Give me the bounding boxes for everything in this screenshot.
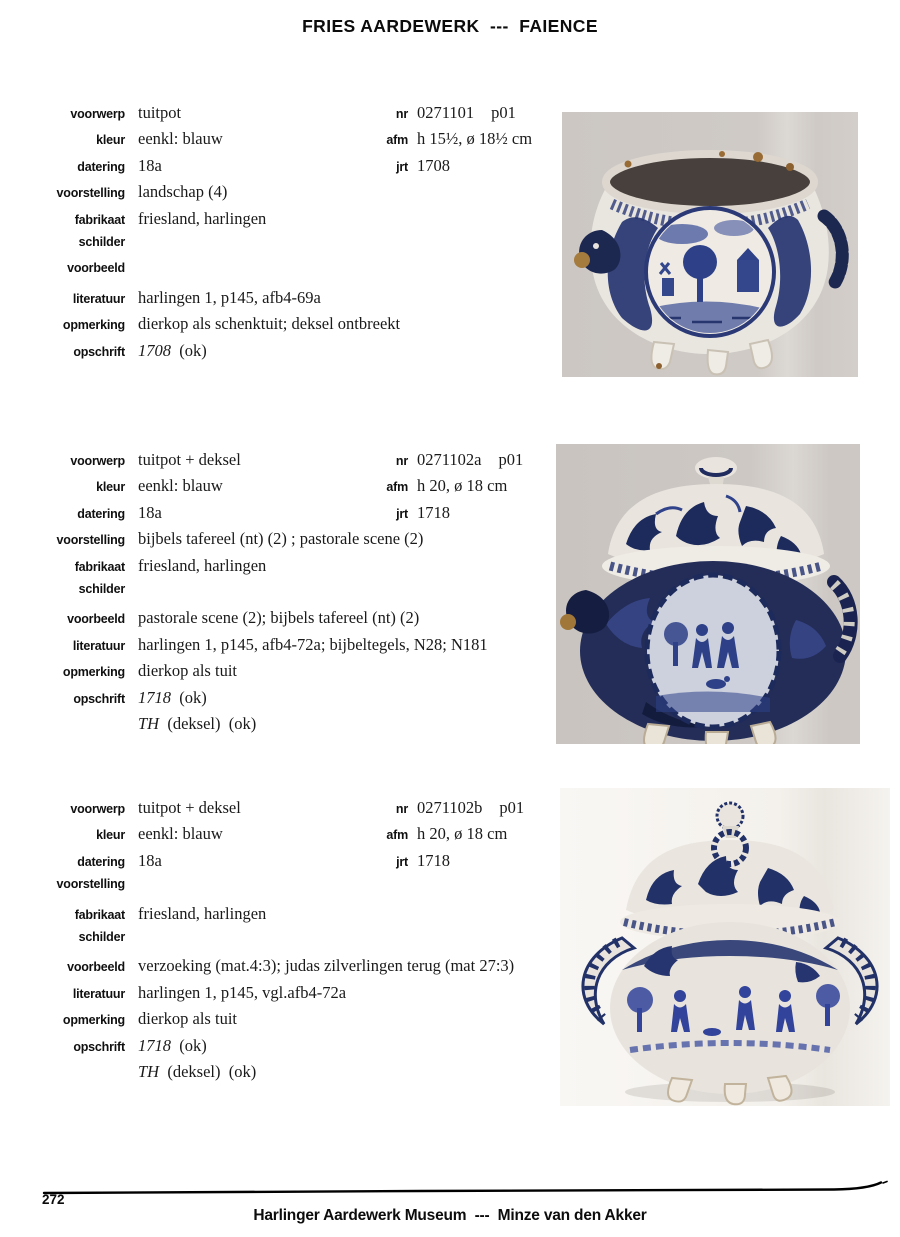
page-title: FRIES AARDEWERK --- FAIENCE	[302, 16, 598, 36]
field-row	[40, 341, 640, 367]
field-row	[40, 877, 640, 903]
field-value-opschrift	[138, 1036, 207, 1056]
field-value-opschrift-2	[138, 1062, 256, 1082]
footer-museum-line: Harlinger Aardewerk Museum --- Minze van den Akker	[253, 1207, 647, 1224]
meta-value-jrt: 1708	[417, 155, 450, 175]
meta-value-jrt: 1718	[417, 850, 450, 870]
field-label-datering: datering	[77, 854, 125, 869]
meta-value-nr	[417, 798, 524, 818]
meta-value-nr	[417, 450, 523, 470]
inventory-number: 0271102b	[417, 798, 483, 817]
field-row	[40, 956, 640, 982]
pot-illustration	[562, 112, 858, 377]
meta-label-jrt: jrt	[396, 159, 408, 174]
field-label-opschrift: opschrift	[73, 1039, 125, 1054]
meta-value-afm: h 20, ø 18 cm	[417, 824, 508, 844]
inventory-number: 0271102a	[417, 450, 482, 469]
field-label-voorwerp: voorwerp	[70, 802, 125, 816]
field-value-voorbeeld: pastorale scene (2); bijbels tafereel (nt) (2)	[138, 608, 420, 628]
field-row	[40, 288, 640, 314]
field-value-opschrift-2	[138, 714, 256, 734]
field-value-fabrikaat: friesland, harlingen	[138, 903, 267, 923]
field-label-opschrift: opschrift	[73, 344, 125, 359]
object-photo-tuitpot-0271102b	[560, 788, 890, 1106]
meta-label-jrt: jrt	[396, 506, 408, 521]
meta-label-nr: nr	[395, 802, 408, 816]
field-row	[40, 582, 640, 608]
field-value-fabrikaat: friesland, harlingen	[138, 208, 267, 228]
field-row	[40, 1009, 640, 1035]
field-value-datering: 18a	[138, 155, 162, 175]
opschrift-inscription: 1718	[138, 1035, 171, 1055]
object-photo-tuitpot-0271101	[562, 112, 858, 377]
photo-code: p01	[491, 103, 516, 122]
page-number: 272	[42, 1192, 65, 1207]
catalog-entry-0271101	[40, 103, 640, 367]
field-value-voorwerp: tuitpot	[138, 103, 182, 122]
field-row	[40, 1036, 640, 1062]
meta-value-nr	[417, 103, 516, 123]
field-row	[40, 556, 640, 582]
field-label-fabrikaat: fabrikaat	[74, 907, 125, 922]
field-label-fabrikaat: fabrikaat	[74, 559, 125, 574]
field-value-opschrift	[138, 688, 207, 708]
field-label-voorbeeld: voorbeeld	[67, 261, 125, 276]
field-row	[40, 235, 640, 261]
field-value-voorwerp: tuitpot + deksel	[138, 798, 241, 817]
field-row	[40, 261, 640, 287]
field-row	[40, 904, 640, 930]
catalog-entry-0271102a	[40, 450, 640, 740]
object-photo-tuitpot-0271102a	[556, 444, 860, 744]
photo-code: p01	[498, 450, 524, 469]
field-label-opmerking: opmerking	[62, 318, 125, 333]
opschrift-inscription: 1708	[138, 340, 171, 360]
field-value-voorstelling: bijbels tafereel (nt) (2) ; pastorale scene (2)	[138, 529, 424, 549]
field-value-datering: 18a	[138, 850, 162, 870]
opschrift-inscription: 1718	[138, 687, 171, 707]
field-label-datering: datering	[77, 159, 125, 174]
field-value-literatuur: harlingen 1, p145, vgl.afb4-72a	[138, 982, 347, 1002]
field-value-datering: 18a	[138, 502, 162, 522]
catalog-entry-0271102b	[40, 798, 640, 1088]
field-label-schilder: schilder	[78, 929, 125, 944]
field-value-kleur: eenkl: blauw	[138, 129, 223, 149]
field-label-literatuur: literatuur	[72, 986, 125, 1001]
field-label-voorstelling: voorstelling	[56, 877, 125, 892]
field-label-voorwerp: voorwerp	[70, 107, 125, 121]
field-value-opmerking: dierkop als tuit	[138, 1009, 237, 1029]
pot-illustration	[556, 444, 860, 744]
field-label-opmerking: opmerking	[62, 1013, 125, 1028]
meta-label-afm: afm	[386, 828, 408, 843]
field-label-opmerking: opmerking	[62, 665, 125, 680]
opschrift-status: (ok)	[171, 1035, 207, 1055]
meta-value-afm: h 15½, ø 18½ cm	[417, 129, 533, 149]
field-label-voorstelling: voorstelling	[56, 533, 125, 548]
field-row	[40, 635, 640, 661]
field-row	[40, 1062, 640, 1088]
field-label-voorbeeld: voorbeeld	[67, 612, 125, 627]
field-row	[40, 209, 640, 235]
field-value-voorbeeld: verzoeking (mat.4:3); judas zilverlingen terug (mat 27:3)	[138, 956, 515, 976]
opschrift-status: (ok)	[171, 340, 207, 360]
field-label-literatuur: literatuur	[72, 291, 125, 306]
inventory-number: 0271101	[417, 103, 475, 122]
field-value-literatuur: harlingen 1, p145, afb4-72a; bijbeltegels, N28; N181	[138, 634, 488, 654]
meta-label-afm: afm	[386, 133, 408, 148]
field-value-voorwerp: tuitpot + deksel	[138, 450, 241, 469]
field-row	[40, 930, 640, 956]
opschrift-status: (deksel) (ok)	[159, 713, 257, 733]
field-label-schilder: schilder	[78, 581, 125, 596]
field-value-opmerking: dierkop als tuit	[138, 661, 237, 681]
field-value-fabrikaat: friesland, harlingen	[138, 555, 267, 575]
field-row	[40, 314, 640, 340]
field-value-kleur: eenkl: blauw	[138, 824, 223, 844]
opschrift-status: (ok)	[171, 687, 207, 707]
opschrift-inscription: TH	[138, 713, 160, 733]
meta-label-afm: afm	[386, 480, 408, 495]
field-label-kleur: kleur	[96, 828, 125, 843]
field-value-opmerking: dierkop als schenktuit; deksel ontbreekt	[138, 314, 401, 334]
opschrift-inscription: TH	[138, 1061, 160, 1081]
field-label-schilder: schilder	[78, 234, 125, 249]
field-row	[40, 688, 640, 714]
field-value-opschrift	[138, 341, 207, 361]
meta-label-jrt: jrt	[396, 854, 408, 869]
field-label-voorstelling: voorstelling	[56, 186, 125, 201]
field-value-kleur: eenkl: blauw	[138, 476, 223, 496]
field-value-voorstelling: landschap (4)	[138, 182, 228, 202]
field-label-voorwerp: voorwerp	[70, 454, 125, 468]
field-label-fabrikaat: fabrikaat	[74, 212, 125, 227]
meta-label-nr: nr	[395, 107, 408, 121]
pot-illustration	[560, 788, 890, 1106]
field-label-voorbeeld: voorbeeld	[67, 960, 125, 975]
meta-value-afm: h 20, ø 18 cm	[417, 476, 508, 496]
field-value-literatuur: harlingen 1, p145, afb4-69a	[138, 287, 321, 307]
field-label-datering: datering	[77, 506, 125, 521]
field-row	[40, 608, 640, 634]
footer-rule	[38, 1180, 888, 1200]
field-label-kleur: kleur	[96, 133, 125, 148]
field-row	[40, 661, 640, 687]
opschrift-status: (deksel) (ok)	[159, 1061, 257, 1081]
field-row	[40, 529, 640, 555]
field-row	[40, 983, 640, 1009]
meta-label-nr: nr	[395, 454, 408, 468]
field-label-opschrift: opschrift	[73, 691, 125, 706]
meta-value-jrt: 1718	[417, 502, 450, 522]
photo-code: p01	[499, 798, 525, 817]
field-label-literatuur: literatuur	[72, 638, 125, 653]
field-label-kleur: kleur	[96, 480, 125, 495]
field-row	[40, 182, 640, 208]
field-row	[40, 714, 640, 740]
